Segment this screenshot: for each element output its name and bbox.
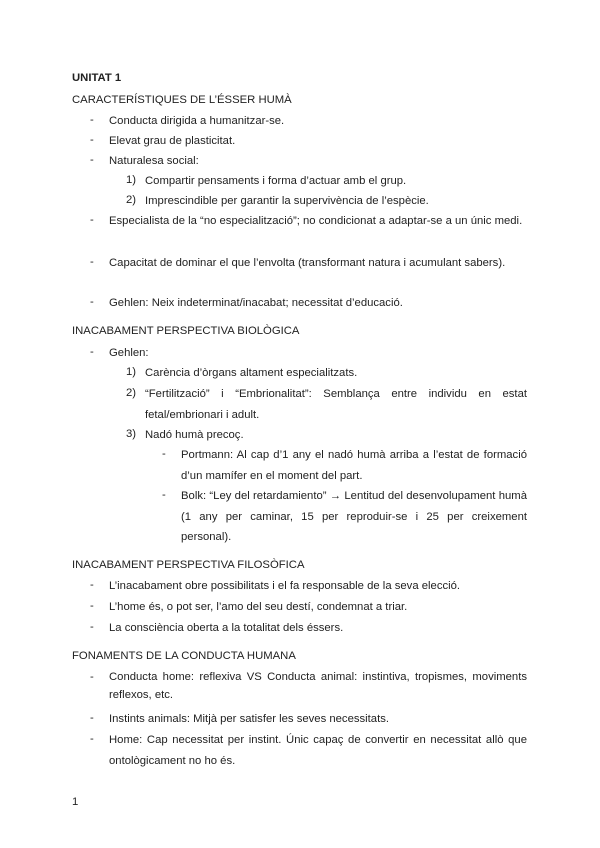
list-item: Carència d’òrgans altament especialitzats.: [145, 367, 358, 379]
bullet-marker: -: [90, 346, 94, 358]
list-item: Conducta home: reflexiva VS Conducta animal: instintiva, tropismes, moviments reflexos, etc.: [109, 671, 527, 701]
list-item: Especialista de la “no especialització”; no condicionat a adaptar-se a un únic medi.: [109, 215, 523, 227]
bullet-marker: -: [90, 154, 94, 166]
bullet-marker: -: [90, 621, 94, 633]
list-item: La consciència oberta a la totalitat dels éssers.: [109, 622, 344, 634]
number-marker: 1): [126, 366, 137, 378]
bullet-marker: -: [162, 489, 166, 501]
bullet-marker: -: [90, 296, 94, 308]
bullet-marker: -: [90, 114, 94, 126]
list-item: Capacitat de dominar el que l’envolta (transformant natura i acumulant sabers).: [109, 257, 506, 269]
page-number: 1: [72, 796, 79, 808]
list-item: Nadó humà precoç.: [145, 429, 244, 441]
section-heading-biological: INACABAMENT PERSPECTIVA BIOLÒGICA: [72, 325, 300, 337]
section-heading-characteristics: CARACTERÍSTIQUES DE L’ÉSSER HUMÀ: [72, 94, 292, 106]
list-item: Imprescindible per garantir la supervivència de l’espècie.: [145, 195, 429, 207]
list-item: Bolk: “Ley del retardamiento” → Lentitud del desenvolupament humà (1 any per caminar, 15 per reproduir-se i 25 per creixement personal).: [181, 490, 527, 543]
list-item: Naturalesa social:: [109, 155, 199, 167]
number-marker: 2): [126, 387, 137, 399]
section-heading-foundations: FONAMENTS DE LA CONDUCTA HUMANA: [72, 650, 296, 662]
bullet-marker: -: [90, 214, 94, 226]
bullet-marker: -: [90, 256, 94, 268]
list-item: Compartir pensaments i forma d’actuar amb el grup.: [145, 175, 407, 187]
list-item: Elevat grau de plasticitat.: [109, 135, 236, 147]
bullet-marker: -: [90, 134, 94, 146]
list-item: Instints animals: Mitjà per satisfer les seves necessitats.: [109, 713, 390, 725]
list-item: Home: Cap necessitat per instint. Únic capaç de convertir en necessitat allò que ontològicament no ho és.: [109, 734, 527, 767]
list-item: Gehlen: Neix indeterminat/inacabat; necessitat d’educació.: [109, 297, 403, 309]
bullet-marker: -: [162, 448, 166, 460]
list-item: L’home és, o pot ser, l’amo del seu destí, condemnat a triar.: [109, 601, 408, 613]
bullet-marker: -: [90, 600, 94, 612]
bullet-marker: -: [90, 579, 94, 591]
list-item: Gehlen:: [109, 347, 149, 359]
bullet-marker: -: [90, 671, 94, 683]
list-item: “Fertilització” i “Embrionalitat”: Semblança entre individu en estat fetal/embrionari i adult.: [145, 388, 527, 421]
number-marker: 2): [126, 194, 137, 206]
list-item: Conducta dirigida a humanitzar-se.: [109, 115, 285, 127]
unit-title: UNITAT 1: [72, 72, 122, 84]
number-marker: 1): [126, 174, 137, 186]
bullet-marker: -: [90, 712, 94, 724]
bullet-marker: -: [90, 733, 94, 745]
list-item: Portmann: Al cap d’1 any el nadó humà arriba a l’estat de formació d’un mamífer en el moment del part.: [181, 449, 527, 482]
number-marker: 3): [126, 428, 137, 440]
list-item: L’inacabament obre possibilitats i el fa responsable de la seva elecció.: [109, 580, 461, 592]
section-heading-philosophical: INACABAMENT PERSPECTIVA FILOSÒFICA: [72, 559, 305, 571]
